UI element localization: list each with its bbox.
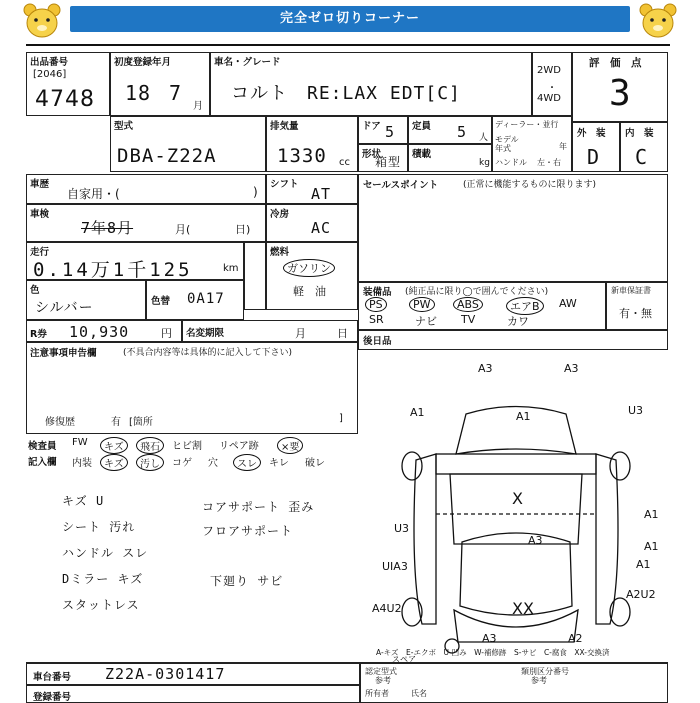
damage-mark: A4U2 [372,602,402,615]
handwritten-notes [62,492,362,628]
model-year-label: モデル年式 [495,135,519,153]
inspector-item-0-0: キズ [100,437,128,454]
owner-label: 所有者 [365,689,389,698]
damage-mark: A3 [564,362,579,375]
chassis-cell [26,663,360,685]
chassis-label: 車台番号 [33,672,72,683]
damage-mark: X [512,489,523,508]
damage-mark: A2 [568,632,583,645]
int-label: 内 装 [625,128,654,139]
owner-sub: 氏名 [411,689,427,698]
damage-mark: A1 [644,540,659,553]
equip-item-2-3: カワ [507,315,529,328]
repair-place: [箇所 [129,417,153,428]
reg-date-cell [110,52,210,116]
inspector-row-1 [72,436,362,452]
handle-value: 左・右 [537,158,561,167]
inspector-item-0-4: ×要 [277,437,303,454]
drive-cell [532,52,572,116]
inspector-item-0-2: ヒビ割 [172,441,202,452]
banner-title: 完全ゼロ切りコーナー [279,11,420,26]
inspection-label: 車検 [30,209,50,220]
mileage-cell [26,242,244,280]
note-left-3: ハンドル スレ [62,546,149,560]
ac-cell [266,204,358,242]
category-sub: 参考 [531,676,547,685]
use-label: 車歴 [30,179,50,190]
reg-month: 7 [169,81,183,105]
inspector-item-1-4: スレ [233,454,261,471]
mileage-label: 走行 [30,247,50,258]
damage-mark: XX [512,599,534,618]
equip-item-3: エアB [506,297,544,315]
inspector-item-1-1: 汚し [136,454,164,471]
cap-label: 定員 [412,121,432,132]
handle-label: ハンドル [495,158,527,167]
equip-item-1: PW [409,297,435,312]
auction-sheet [26,44,670,703]
repair-label: 修復歴 [45,417,75,428]
lot-sub: [2046] [33,69,67,80]
inspector-item-1-0: キズ [100,454,128,471]
inspector-row-head-1: 内装 [72,458,92,469]
notes-cell [26,342,358,434]
damage-mark: スペア [392,655,416,664]
category-label: 類別区分番号 [521,667,569,676]
model-cell [110,116,266,172]
damage-mark: A3 [482,632,497,645]
sales-label: セールスポイント [363,180,439,191]
use-value: 自家用・( [67,187,120,201]
inspection-value: 7年8月 [81,219,134,237]
equip-item-2-0: SR [369,313,384,326]
color-number-value: 0A17 [187,291,225,307]
car-name-value: コルト RE:LAX EDT[C] [231,83,461,104]
damage-mark: U3 [394,522,410,535]
inspector-item-1-6: 破レ [305,458,325,469]
lot-label: 出品番号 [30,57,69,68]
color-cell [26,280,146,320]
damage-mark: U3 [628,404,644,417]
reg-no-label: 登録番号 [33,692,72,703]
note-left-5: スタットレス [62,598,140,612]
name-label: 車名・グレード [214,57,281,68]
equip-item-4: AW [559,297,577,310]
inspector-label-1: 検査員 [28,441,57,452]
note-right-2: フロアサポート [202,524,294,538]
inspection-cell [26,204,266,242]
inspector-row-2 [72,453,362,469]
equip-row-2 [363,313,563,329]
fuel-value: ガソリン [283,259,335,277]
damage-mark: A1 [516,410,531,423]
damage-mark: A1 [644,508,659,521]
drive-4wd: 4WD [537,93,561,104]
inspector-item-1-2: コゲ [172,458,192,469]
fuel-cell [266,242,358,310]
model-label: 型式 [114,121,134,132]
inspector-label-2: 記入欄 [28,457,57,468]
reg-year: 18 [125,81,152,105]
ext-label: 外 装 [577,128,606,139]
note-left-1: キズ U [62,494,105,508]
door-label: ドア [362,121,381,132]
notes-label: 注意事項申告欄 [30,348,97,359]
inspector-area [26,436,366,470]
spec-sub: 参考 [375,676,391,685]
disp-value: 1330 [277,145,327,167]
door-value: 5 [385,123,396,141]
note-left-4: Dミラー キズ [62,572,144,586]
color-number-label: 色替 [151,296,171,307]
bear-mascot-icon [22,2,62,40]
note-left-2: シート 汚れ [62,520,136,534]
damage-mark: UIA3 [382,560,408,573]
ac-label: 冷房 [270,209,290,220]
recycle-cell [26,320,182,342]
lot-cell [26,52,110,116]
use-cell [26,174,266,204]
repair-value: 有 [111,417,121,428]
cap-value: 5 [457,123,468,141]
shift-label: シフト [270,179,299,190]
title-change-cell [182,320,358,342]
equipment-cell [358,282,606,330]
damage-mark: A1 [410,406,425,419]
ext-value: D [587,145,601,169]
spacer-cell [244,242,266,310]
note-right-1: コアサポート 歪み [202,500,315,514]
header-banner [0,0,700,42]
title-change-day: 日 [337,327,348,340]
ac-value: AC [311,219,332,237]
back-label: 後日品 [363,336,392,347]
capacity-cell [408,116,492,144]
eval-cell [572,52,668,122]
notes-sub: (不具合内容等は具体的に記入して下さい) [123,348,293,358]
reg-no-cell [26,685,360,703]
form-label: 形状 [362,149,382,160]
door-cell [358,116,408,144]
disp-label: 排気量 [270,121,299,132]
chassis-value: Z22A-0301417 [105,665,226,683]
model-value: DBA-Z22A [117,145,217,167]
int-value: C [635,145,649,169]
load-cell [408,144,492,172]
title-change-label: 名変期限 [186,328,225,339]
banner-bar [70,6,630,32]
exterior-cell [572,122,620,172]
color-label: 色 [30,285,40,296]
cap-unit: 人 [479,133,489,143]
damage-marks [372,362,659,664]
eval-value: 3 [609,73,632,114]
displacement-cell [266,116,358,172]
mileage-value: 0.14万1千125 [33,259,193,281]
fuel-label: 燃料 [270,247,290,258]
interior-cell [620,122,668,172]
disp-unit: cc [339,157,350,168]
recycle-value: 10,930 [69,323,130,341]
spec-label: 認定型式 [365,667,397,676]
load-unit: kg [479,158,490,168]
recycle-label: R券 [30,329,47,340]
sales-point-cell [358,174,668,282]
car-damage-diagram [366,362,670,664]
damage-legend: A-キズ E-エクボ U-凹み W-補修跡 S-サビ C-腐食 XX-交換済 [376,648,610,657]
drive-dot: ・ [547,83,557,94]
equip-row-1 [363,297,603,313]
footer-right [360,663,668,703]
inspector-row-head-0: FW [72,437,88,448]
damage-mark: A1 [636,558,651,571]
use-close: ) [253,185,258,199]
reg-label: 初度登録年月 [114,57,172,68]
warranty-label: 新車保証書 [611,286,651,295]
form-value: 箱型 [375,155,402,169]
inspector-item-1-3: 穴 [208,458,218,469]
equip-item-2: ABS [453,297,483,312]
title-change-month: 月 [295,327,306,340]
repair-close: ] [339,413,343,424]
inspector-item-0-3: リペア跡 [219,441,259,452]
inspector-item-0-1: 飛石 [136,437,164,454]
eval-label: 評 価 点 [589,57,642,69]
damage-mark: A3 [528,534,543,547]
color-value: シルバー [35,300,94,316]
equip-item-2-1: ナビ [415,315,437,328]
note-right-3: 下廻り サビ [210,574,284,588]
equip-label: 装備品 [363,287,392,298]
dealer-label: ディーラー・並行 [495,120,559,129]
recycle-unit: 円 [161,327,172,340]
damage-mark: A3 [478,362,493,375]
equip-sub: (純正品に限り◯で囲んでください) [405,287,549,297]
reg-month-unit: 月 [193,101,203,112]
inspector-item-1-5: キレ [269,458,289,469]
dealer-cell [492,116,572,172]
car-name-cell [210,52,532,116]
shift-cell [266,174,358,204]
warranty-value: 有・無 [619,307,652,320]
year-unit: 年 [559,142,567,151]
color-number-cell [146,280,244,320]
shift-value: AT [311,185,332,203]
form-cell [358,144,408,172]
lot-number: 4748 [35,87,95,112]
inspection-day: 日) [235,223,251,236]
equip-item-2-2: TV [461,313,476,326]
inspection-month: 月( [175,223,191,236]
fuel-option: 軽 油 [293,285,326,298]
equip-item-0: PS [365,297,387,312]
bear-mascot-icon [638,2,678,40]
load-label: 積載 [412,149,432,160]
sales-sub: (正常に機能するものに限ります) [463,180,597,190]
back-order-cell [358,330,668,350]
mileage-unit: km [223,263,239,274]
warranty-cell [606,282,668,330]
drive-2wd: 2WD [537,65,561,76]
damage-mark: A2U2 [626,588,656,601]
